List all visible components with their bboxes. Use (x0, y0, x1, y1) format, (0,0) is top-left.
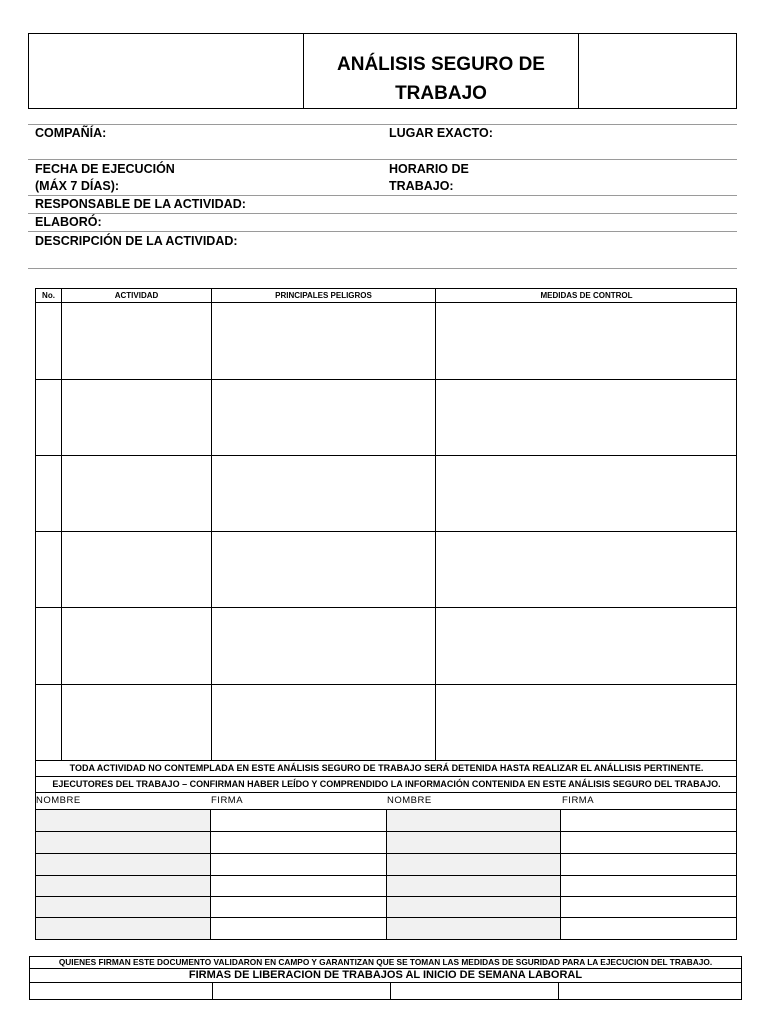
field-rule (28, 231, 737, 232)
col-divider (435, 288, 436, 761)
execution-date-line-2: (MÁX 7 DÍAS): (35, 179, 120, 193)
field-rule (28, 268, 737, 269)
sig-row-line (35, 917, 737, 918)
sig-header-name-2: NOMBRE (387, 795, 432, 806)
title-line-1: ANÁLISIS SEGURO DE (337, 54, 545, 75)
release-col-divider (212, 982, 213, 1000)
field-rule (28, 213, 737, 214)
execution-date-label (35, 161, 175, 195)
col-divider (61, 288, 62, 761)
release-rule (29, 982, 742, 983)
name-column-shade (387, 809, 560, 939)
sig-header-signature-2: FIRMA (562, 795, 595, 806)
responsible-label: RESPONSABLE DE LA ACTIVIDAD: (35, 197, 246, 211)
description-label: DESCRIPCIÓN DE LA ACTIVIDAD: (35, 234, 238, 248)
sig-col-divider (210, 809, 211, 939)
document-title (304, 50, 578, 108)
title-line-2: TRABAJO (395, 83, 487, 104)
col-header-activity: ACTIVIDAD (114, 291, 159, 300)
schedule-label (389, 161, 469, 195)
sig-row-line (35, 896, 737, 897)
row-divider (35, 455, 737, 456)
execution-date-line-1: FECHA DE EJECUCIÓN (35, 162, 175, 176)
prepared-by-label: ELABORÓ: (35, 215, 102, 229)
row-divider (35, 531, 737, 532)
release-col-divider (558, 982, 559, 1000)
sig-row-line (35, 875, 737, 876)
field-rule (28, 124, 737, 125)
row-divider (35, 684, 737, 685)
location-label: LUGAR EXACTO: (389, 126, 493, 140)
sig-header-signature-1: FIRMA (211, 795, 244, 806)
col-header-no: No. (42, 291, 55, 300)
sig-row-line (35, 809, 737, 810)
activity-header-rule (35, 302, 737, 303)
row-divider (35, 379, 737, 380)
sig-header-name-1: NOMBRE (36, 795, 81, 806)
release-col-divider (390, 982, 391, 1000)
field-rule (28, 159, 737, 160)
sig-col-divider (560, 809, 561, 939)
undocumented-activity-note: TODA ACTIVIDAD NO CONTEMPLADA EN ESTE ANÁLISIS SEGURO DE TRABAJO SERÁ DETENIDA HASTA REALIZAR EL ANÁLLISIS PERTINENTE. (69, 763, 704, 773)
col-divider (211, 288, 212, 761)
schedule-line-1: HORARIO DE (389, 162, 469, 176)
header-logo-slot (29, 34, 303, 108)
sig-col-divider (386, 809, 387, 939)
sig-row-line (35, 831, 737, 832)
sig-row-line (35, 853, 737, 854)
schedule-line-2: TRABAJO: (389, 179, 454, 193)
executors-note: EJECUTORES DEL TRABAJO – CONFIRMAN HABER LEÍDO Y COMPRENDIDO LA INFORMACIÓN CONTENIDA EN ESTE ANÁLISIS SEGURO DEL TRABAJO. (52, 779, 721, 789)
name-column-shade (36, 809, 210, 939)
col-header-hazards: PRINCIPALES PELIGROS (275, 291, 372, 300)
release-validation-note: QUIENES FIRMAN ESTE DOCUMENTO VALIDARON EN CAMPO Y GARANTIZAN QUE SE TOMAN LAS MEDIDAS DE SGURIDAD PARA LA EJECUCION DEL TRABAJO. (58, 957, 713, 967)
activity-table (35, 288, 737, 793)
col-header-controls: MEDIDAS DE CONTROL (540, 291, 633, 300)
company-label: COMPAÑÍA: (35, 126, 107, 140)
release-title: FIRMAS DE LIBERACION DE TRABAJOS AL INICIO DE SEMANA LABORAL (188, 969, 583, 981)
row-divider (35, 607, 737, 608)
header-code-slot (579, 34, 736, 108)
